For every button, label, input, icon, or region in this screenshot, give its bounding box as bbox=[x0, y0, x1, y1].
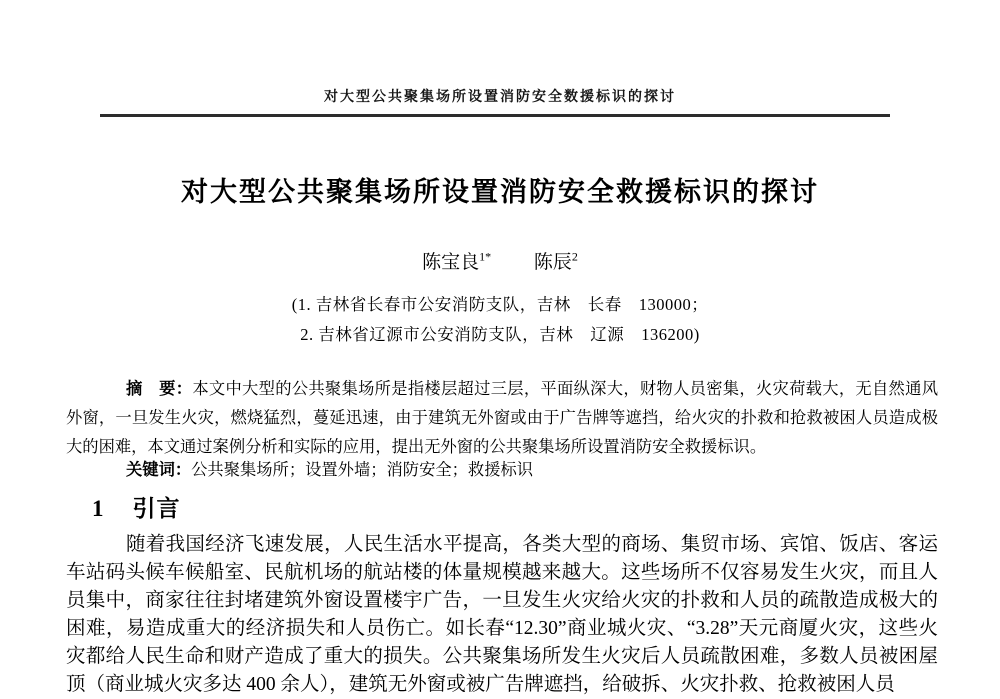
author-1 bbox=[422, 249, 492, 273]
author-line bbox=[0, 247, 1000, 274]
author-2-superscript: 2 bbox=[571, 249, 578, 264]
author-1-name: 陈宝良 bbox=[422, 252, 480, 273]
abstract-paragraph bbox=[66, 374, 938, 461]
affiliation-line-2: 2. 吉林省辽源市公安消防支队，吉林 辽源 136200) bbox=[300, 325, 700, 344]
abstract-text: 本文中大型的公共聚集场所是指楼层超过三层，平面纵深大，财物人员密集，火灾荷载大，无自然通风外窗，一旦发生火灾，燃烧猛烈，蔓延迅速，由于建筑无外窗或由于广告牌等遮挡，给火灾的扑救和抢救被困人员造成极大的困难，本文通过案例分析和实际的应用，提出无外窗的公共聚集场所设置消防安全救援标识。 bbox=[66, 379, 938, 456]
section-1-heading bbox=[92, 490, 181, 523]
author-2-name: 陈辰 bbox=[533, 252, 572, 273]
author-2 bbox=[533, 249, 578, 273]
keywords-text: 公共聚集场所；设置外墙；消防安全；救援标识 bbox=[191, 460, 534, 479]
section-1-title: 引言 bbox=[132, 496, 181, 521]
running-header: 对大型公共聚集场所设置消防安全数援标识的探讨 bbox=[324, 90, 676, 105]
section-1-number: 1 bbox=[92, 496, 105, 521]
affiliation-line-1: (1. 吉林省长春市公安消防支队，吉林 长春 130000； bbox=[291, 295, 709, 314]
introduction-paragraph: 随着我国经济飞速发展，人民生活水平提高，各类大型的商场、集贸市场、宾馆、饭店、客运车站码头候车候船室、民航机场的航站楼的体量规模越来越大。这些场所不仅容易发生火灾，而且人员集中，商家往往封堵建筑外窗设置楼宇广告，一旦发生火灾给火灾的扑救和人员的疏散造成极大的困难，易造成重大的经济损失和人员伤亡。如长春“12.30”商业城火灾、“3.28”天元商厦火灾，这些火灾都给人民生命和财产造成了重大的损失。公共聚集场所发生火灾后人员疏散困难，多数人员被困屋顶（商业城火灾多达 400 余人），建筑无外窗或被广告牌遮挡，给破拆、火灾扑救、抢救被困人员 bbox=[66, 534, 938, 695]
keywords-line bbox=[66, 459, 938, 481]
header-rule-divider bbox=[100, 114, 890, 117]
author-1-superscript: 1* bbox=[479, 249, 492, 264]
abstract-label: 摘 要： bbox=[126, 379, 193, 398]
paper-title: 对大型公共聚集场所设置消防安全救援标识的探讨 bbox=[181, 177, 819, 207]
keywords-label: 关键词： bbox=[126, 460, 192, 479]
